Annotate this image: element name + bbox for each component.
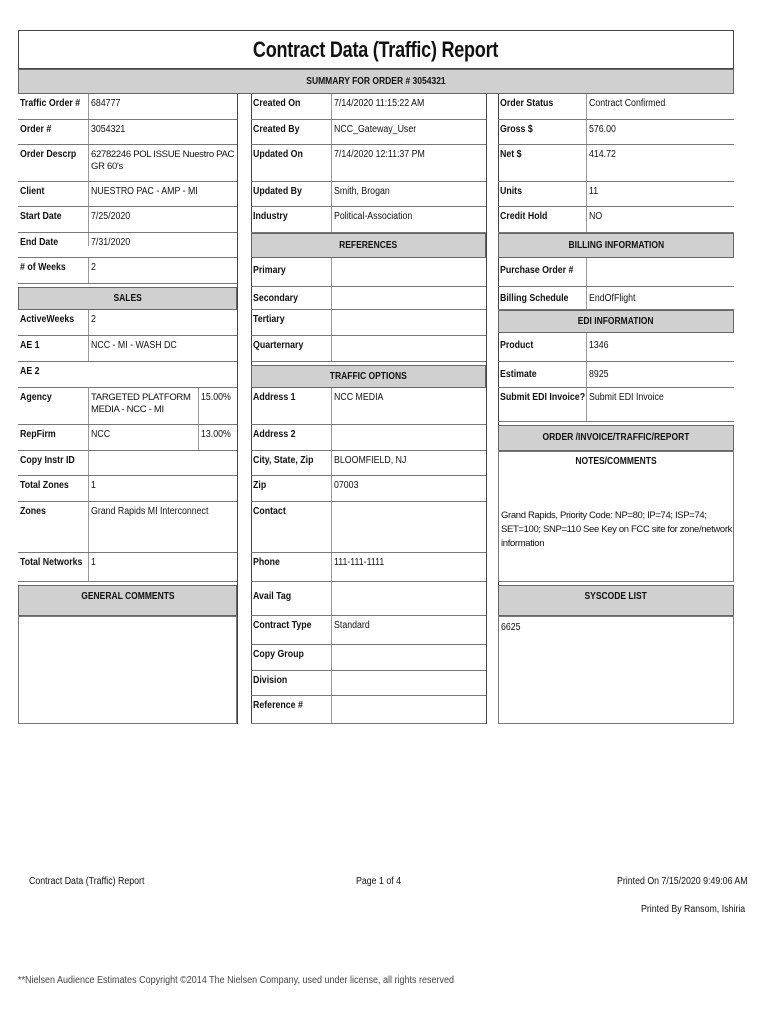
row-start-date [18,207,237,233]
agency-pct-divider [198,388,199,424]
sales-header-text: SALES [113,293,142,304]
references-header [251,233,486,258]
zones-value: Grand Rapids MI Interconnect [91,506,209,517]
weeks-label: # of Weeks [20,262,66,273]
row-phone [251,553,486,582]
billing-information-header-text: BILLING INFORMATION [568,240,664,251]
repfirm-pct-divider [198,425,199,450]
agency-value: TARGETED PLATFORM MEDIA - NCC - MI [91,392,191,415]
zones-divider [88,502,89,552]
estimate-divider [586,362,587,387]
active-weeks-value: 2 [91,314,96,325]
avail-tag-divider [331,582,332,615]
gross-value: 576.00 [589,124,616,135]
row-ae1 [18,336,237,362]
contact-divider [331,502,332,552]
submit-edi-value: Submit EDI Invoice [589,392,664,403]
row-gross [498,120,734,145]
total-networks-label: Total Networks [20,557,83,568]
order-number-value: 3054321 [91,124,126,135]
industry-label: Industry [253,211,288,222]
city-value: BLOOMFIELD, NJ [334,455,407,466]
row-avail-tag [251,582,486,616]
created-by-value: NCC_Gateway_User [334,124,417,135]
row-weeks [18,258,237,284]
division-label: Division [253,675,288,686]
tertiary-divider [331,310,332,335]
phone-value: 111-111-1111 [334,557,385,568]
estimate-label: Estimate [500,369,537,380]
edi-information-header [498,310,734,333]
total-zones-label: Total Zones [20,480,69,491]
total-networks-divider [88,553,89,581]
copy-instr-label: Copy Instr ID [20,455,75,466]
row-quarternary [251,336,486,362]
notes-text: Grand Rapids, Priority Code: NP=80; IP=74; ISP=74; SET=100; SNP=110 See Key on FCC site for zone/network information [501,510,733,549]
active-weeks-divider [88,310,89,335]
agency-label: Agency [20,392,52,403]
primary-label: Primary [253,265,286,276]
column-divider-right [486,94,487,724]
reference-divider [331,696,332,723]
row-contact [251,502,486,553]
industry-value: Political-Association [334,211,413,222]
product-value: 1346 [589,340,609,351]
client-label: Client [20,186,45,197]
start-date-value: 7/25/2020 [91,211,131,222]
references-header-text: REFERENCES [339,240,398,251]
row-industry [251,207,486,233]
gross-label: Gross $ [500,124,533,135]
row-zip [251,476,486,502]
sales-header [18,287,237,310]
row-total-zones [18,476,237,502]
report-title-box [18,30,734,69]
row-address2 [251,425,486,451]
row-created-on [251,94,486,120]
ae1-divider [88,336,89,361]
traffic-order-label: Traffic Order # [20,98,81,109]
weeks-value: 2 [91,262,96,273]
created-by-label: Created By [253,124,300,135]
agency-divider [88,388,89,424]
weeks-divider [88,258,89,283]
address2-divider [331,425,332,450]
row-billing-schedule [498,287,734,310]
created-on-label: Created On [253,98,301,109]
row-secondary [251,287,486,310]
row-copy-instr [18,451,237,476]
footer-printed-by: Printed By Ransom, Ishiria [641,904,746,915]
credit-hold-label: Credit Hold [500,211,548,222]
row-agency [18,388,237,425]
units-label: Units [500,186,522,197]
row-submit-edi [498,388,734,422]
general-comments-header [18,585,237,616]
product-divider [586,333,587,361]
row-net [498,145,734,182]
billing-information-header [498,233,734,258]
footer-report-name: Contract Data (Traffic) Report [29,876,145,887]
traffic-options-header [251,365,486,388]
created-on-value: 7/14/2020 11:15:22 AM [334,98,425,109]
purchase-order-label: Purchase Order # [500,265,574,276]
secondary-label: Secondary [253,293,299,304]
copy-group-divider [331,645,332,670]
avail-tag-label: Avail Tag [253,591,292,602]
tertiary-label: Tertiary [253,314,285,325]
notes-box [498,451,734,582]
order-description-value: 62782246 POL ISSUE Nuestro PAC GR 60's [91,149,235,172]
credit-hold-value: NO [589,211,603,222]
repfirm-label: RepFirm [20,429,56,440]
end-date-label: End Date [20,237,59,248]
report-title: Contract Data (Traffic) Report [253,37,499,62]
ae1-value: NCC - MI - WASH DC [91,340,177,351]
general-comments-header-text: GENERAL COMMENTS [80,591,175,602]
purchase-order-divider [586,258,587,286]
row-total-networks [18,553,237,582]
row-address1 [251,388,486,425]
contact-label: Contact [253,506,286,517]
syscode-list-header [498,585,734,616]
city-label: City, State, Zip [253,455,314,466]
total-networks-value: 1 [91,557,96,568]
primary-divider [331,258,332,286]
zip-label: Zip [253,480,267,491]
end-date-value: 7/31/2020 [91,237,131,248]
syscode-list-box [498,616,734,724]
contract-type-value: Standard [334,620,370,631]
submit-edi-label: Submit EDI Invoice? [500,392,586,403]
division-divider [331,671,332,695]
order-description-label: Order Descrp [20,149,77,160]
row-reference [251,696,486,724]
zip-divider [331,476,332,501]
row-repfirm [18,425,237,451]
updated-by-value: Smith, Brogan [334,186,390,197]
row-copy-group [251,645,486,671]
footer-printed-on: Printed On 7/15/2020 9:49:06 AM [617,876,748,887]
traffic-order-value: 684777 [91,98,121,109]
summary-header [18,69,734,94]
row-zones [18,502,237,553]
submit-edi-divider [586,388,587,421]
net-label: Net $ [500,149,522,160]
client-value: NUESTRO PAC - AMP - MI [91,186,198,197]
copy-group-label: Copy Group [253,649,304,660]
secondary-divider [331,287,332,309]
row-order-description [18,145,237,182]
quarternary-label: Quarternary [253,340,304,351]
copyright-notice: **Nielsen Audience Estimates Copyright ©2014 The Nielsen Company, used under license, all rights reserved [18,975,455,986]
row-order-status [498,94,734,120]
billing-schedule-divider [586,287,587,309]
copy-instr-divider [88,451,89,475]
phone-label: Phone [253,557,280,568]
column-order-info [18,94,237,724]
row-order-number [18,120,237,145]
syscode-list-header-text: SYSCODE LIST [584,591,648,602]
city-divider [331,451,332,475]
order-status-label: Order Status [500,98,554,109]
row-units [498,182,734,207]
general-comments-box [18,616,237,724]
row-division [251,671,486,696]
updated-on-label: Updated On [253,149,303,160]
column-divider-left [237,94,238,724]
row-client [18,182,237,207]
units-value: 11 [589,186,599,197]
quarternary-divider [331,336,332,361]
agency-percent: 15.00% [201,392,231,403]
row-traffic-order [18,94,237,120]
estimate-value: 8925 [589,369,609,380]
row-updated-by [251,182,486,207]
updated-by-label: Updated By [253,186,302,197]
column-billing-info [498,94,734,724]
notes-header [498,425,734,467]
contract-type-divider [331,616,332,644]
zones-label: Zones [20,506,46,517]
row-credit-hold [498,207,734,233]
phone-divider [331,553,332,581]
row-end-date [18,233,237,258]
billing-schedule-value: EndOfFlight [589,293,636,304]
row-created-by [251,120,486,145]
repfirm-value: NCC [91,429,111,440]
repfirm-percent: 13.00% [201,429,231,440]
net-value: 414.72 [589,149,616,160]
ae2-label: AE 2 [20,366,40,377]
traffic-options-header-text: TRAFFIC OPTIONS [330,371,407,382]
row-ae2 [18,362,237,388]
billing-schedule-label: Billing Schedule [500,293,569,304]
address1-label: Address 1 [253,392,296,403]
contract-type-label: Contract Type [253,620,312,631]
total-zones-value: 1 [91,480,96,491]
row-active-weeks [18,310,237,336]
reference-label: Reference # [253,700,303,711]
updated-on-value: 7/14/2020 12:11:37 PM [334,149,425,160]
row-city-state-zip [251,451,486,476]
address1-divider [331,388,332,424]
row-contract-type [251,616,486,645]
syscode-value: 6625 [501,622,521,633]
zip-value: 07003 [334,480,359,491]
row-product [498,333,734,362]
row-primary [251,258,486,287]
row-updated-on [251,145,486,182]
order-number-label: Order # [20,124,52,135]
order-status-value: Contract Confirmed [589,98,666,109]
footer-page-number: Page 1 of 4 [356,876,402,887]
summary-header-text: SUMMARY FOR ORDER # 3054321 [306,76,446,87]
start-date-label: Start Date [20,211,62,222]
active-weeks-label: ActiveWeeks [20,314,75,325]
row-tertiary [251,310,486,336]
address2-label: Address 2 [253,429,296,440]
address1-value: NCC MEDIA [334,392,384,403]
product-label: Product [500,340,534,351]
total-zones-divider [88,476,89,501]
edi-information-header-text: EDI INFORMATION [578,316,654,327]
repfirm-divider [88,425,89,450]
row-estimate [498,362,734,388]
column-record-info [251,94,486,724]
notes-header-text: ORDER /INVOICE/TRAFFIC/REPORT NOTES/COMMENTS [542,432,690,467]
row-purchase-order [498,258,734,287]
ae1-label: AE 1 [20,340,40,351]
